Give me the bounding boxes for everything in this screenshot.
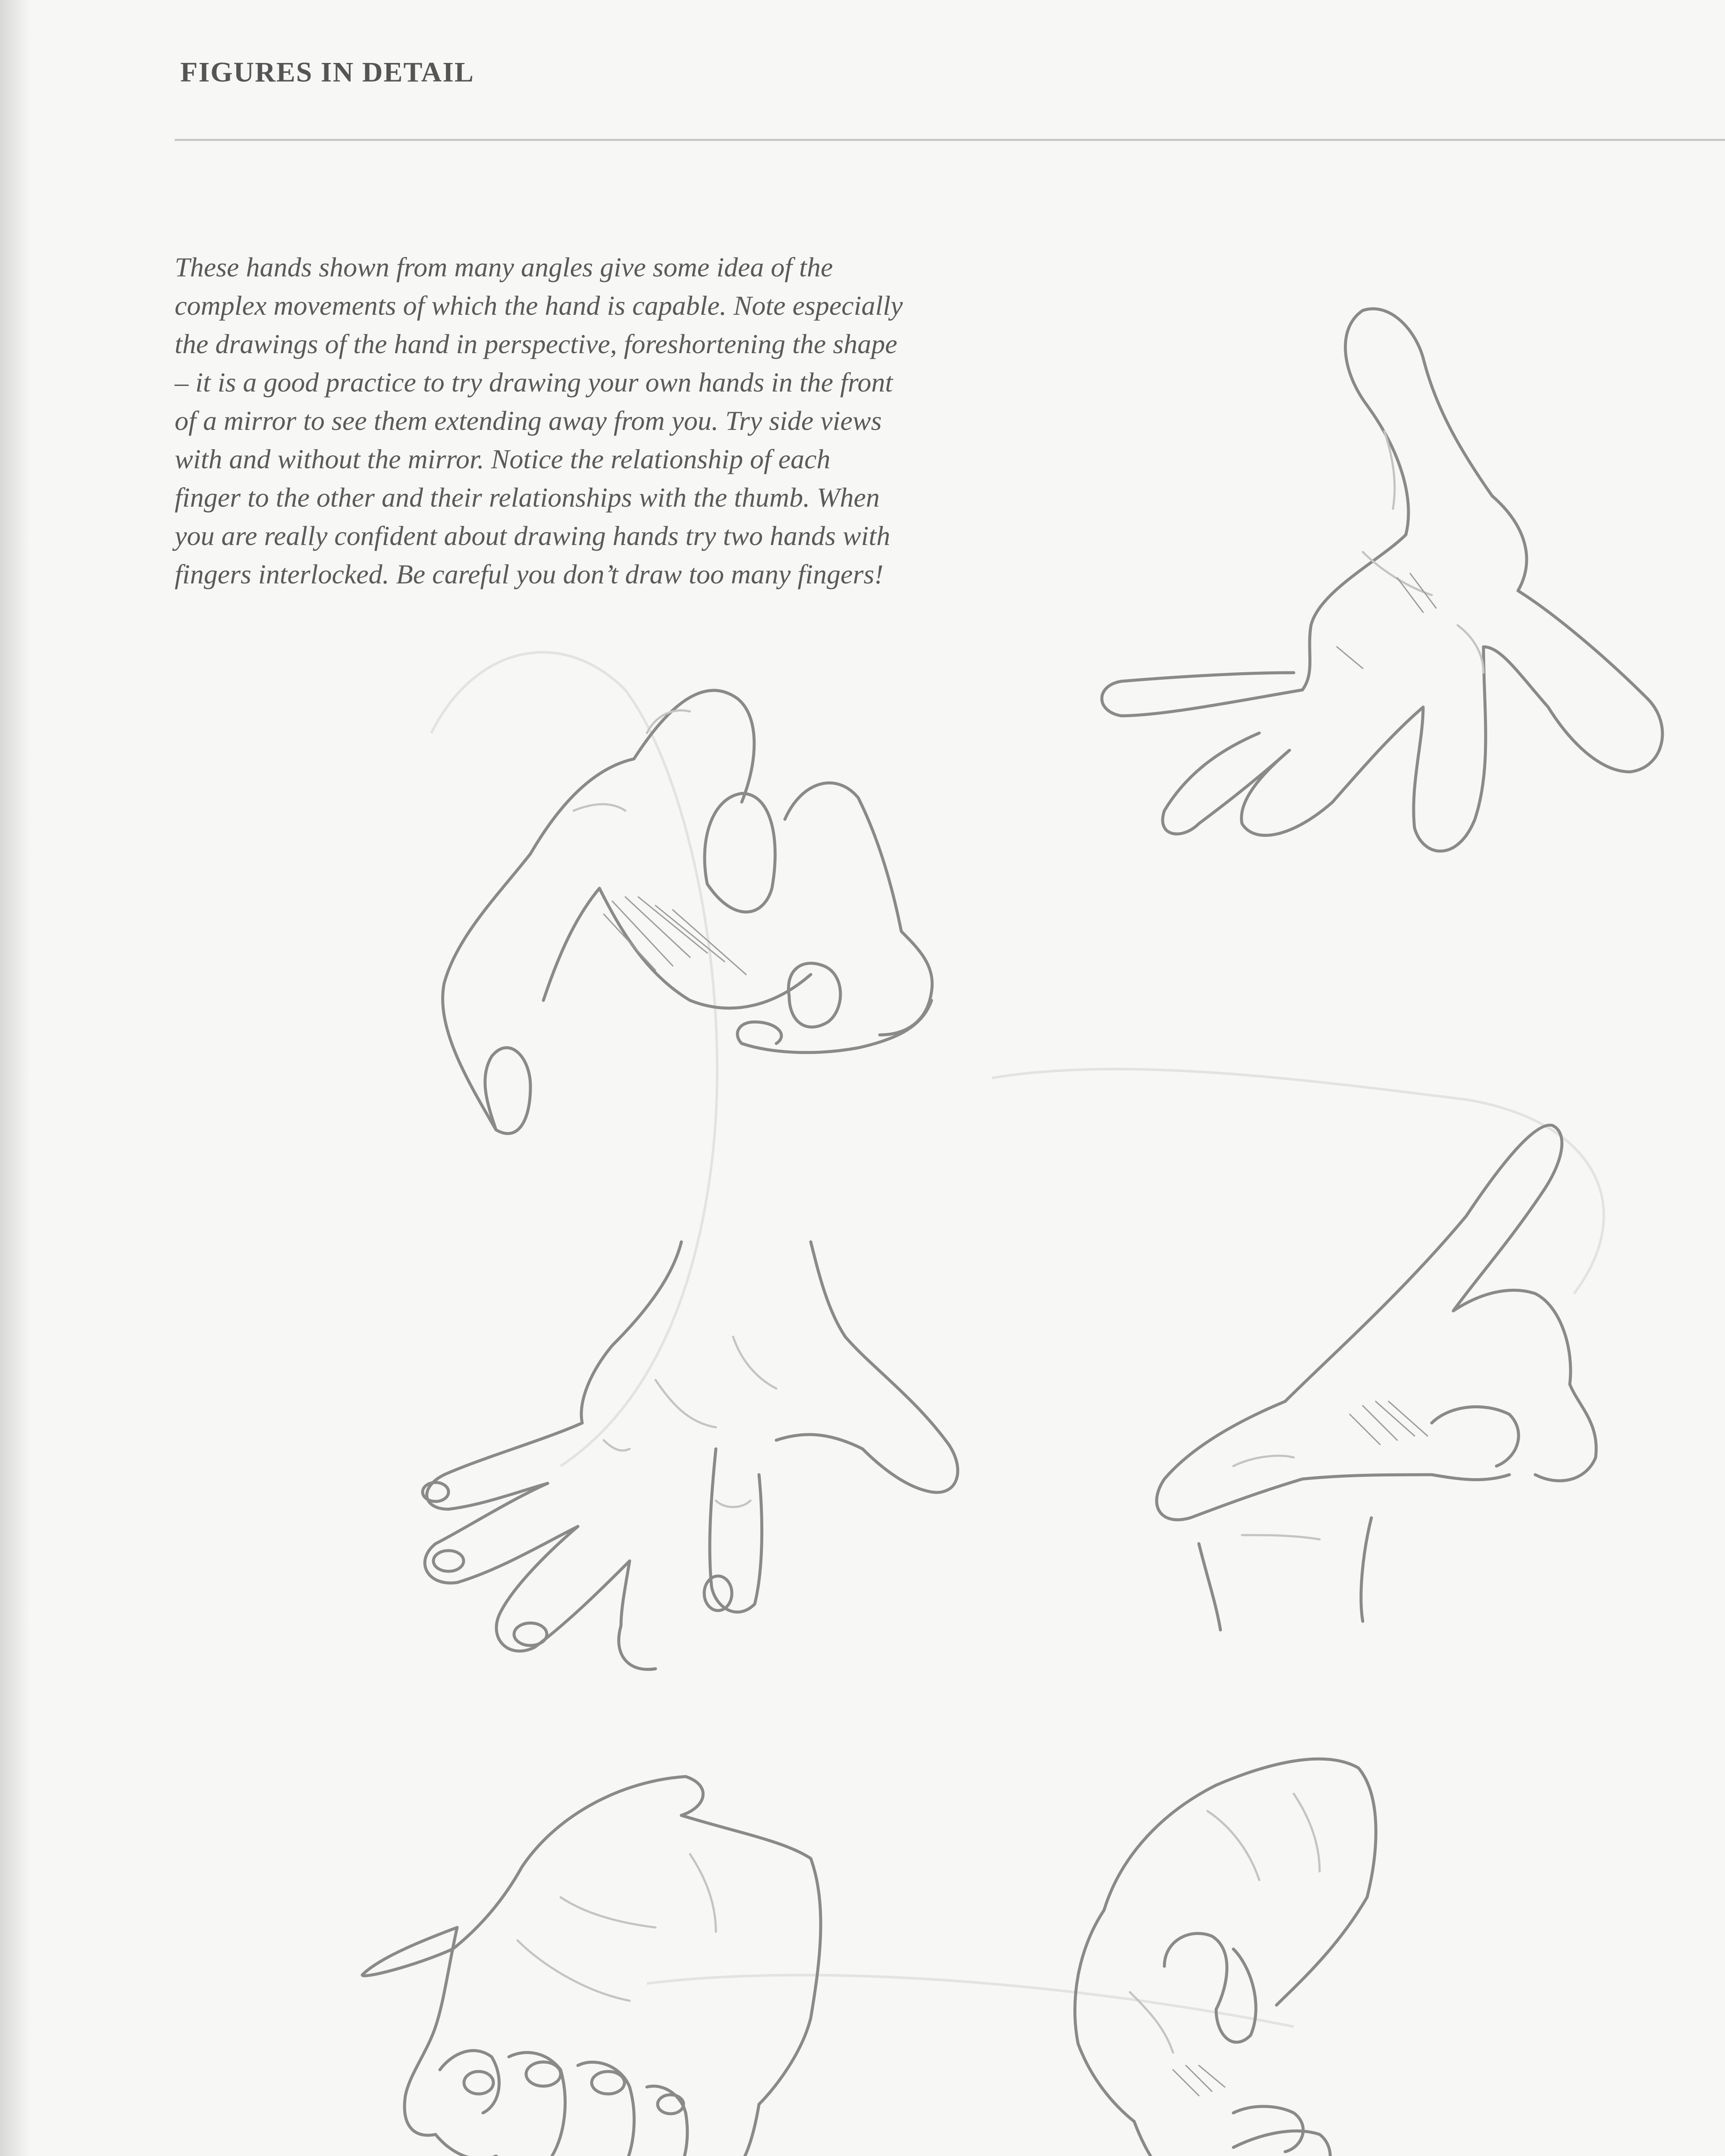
caption-line: complex movements of which the hand is capable. Note especially bbox=[175, 290, 903, 321]
caption-line: the drawings of the hand in perspective, foreshortening the shape bbox=[175, 329, 897, 359]
hand-cupped-sketch bbox=[443, 690, 932, 1134]
hand-outstretched-reaching-sketch bbox=[1102, 309, 1662, 851]
caption-line: you are really confident about drawing hands try two hands with bbox=[175, 520, 891, 551]
caption-line: These hands shown from many angles give some idea of the bbox=[175, 252, 833, 282]
caption-line: – it is a good practice to try drawing your own hands in the front bbox=[175, 367, 893, 398]
caption-line: finger to the other and their relationships with the thumb. When bbox=[175, 482, 880, 513]
caption-line: of a mirror to see them extending away from you. Try side views bbox=[175, 405, 882, 436]
caption-line: with and without the mirror. Notice the relationship of each bbox=[175, 444, 831, 474]
caption-line: fingers interlocked. Be careful you don’t draw too many fingers! bbox=[175, 559, 884, 589]
hand-holding-pencil-sketch bbox=[1075, 1759, 1376, 2156]
hand-back-fingers-spread-sketch bbox=[423, 1242, 958, 1670]
show-through-ghost bbox=[431, 652, 1604, 2027]
running-head: FIGURES IN DETAIL bbox=[180, 56, 474, 88]
hand-pointing-sketch bbox=[1157, 1125, 1596, 1630]
hand-palm-up-sketch bbox=[362, 1777, 821, 2156]
